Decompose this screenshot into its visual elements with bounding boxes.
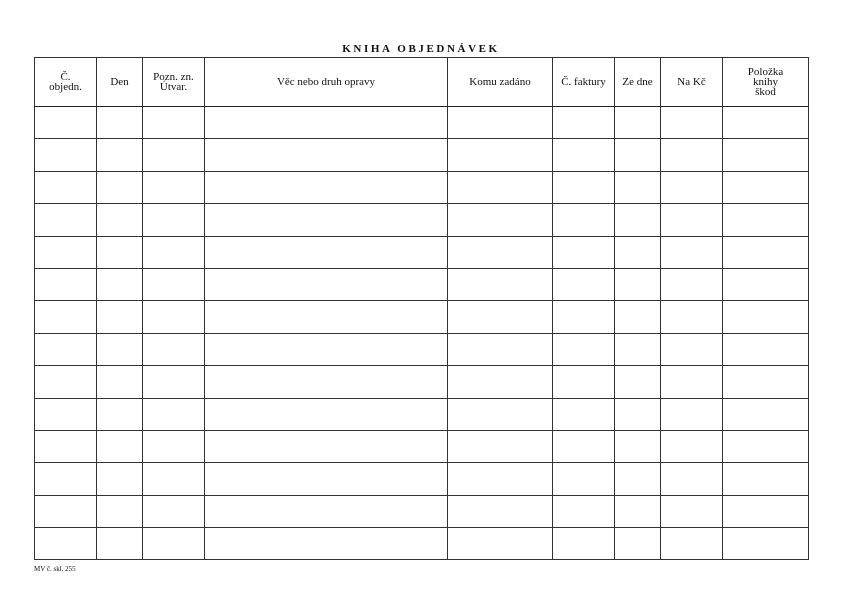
order-book-table	[34, 57, 809, 560]
table-cell[interactable]	[661, 430, 723, 462]
table-cell[interactable]	[553, 463, 615, 495]
table-cell[interactable]	[615, 495, 661, 527]
table-cell[interactable]	[553, 107, 615, 139]
table-cell[interactable]	[615, 333, 661, 365]
table-cell[interactable]	[143, 463, 205, 495]
table-cell[interactable]	[35, 301, 97, 333]
table-cell[interactable]	[661, 268, 723, 300]
table-cell[interactable]	[661, 528, 723, 560]
column-header-date: Ze dne	[615, 58, 661, 107]
table-cell[interactable]	[723, 107, 809, 139]
table-cell[interactable]	[661, 366, 723, 398]
table-cell[interactable]	[35, 171, 97, 203]
table-cell[interactable]	[35, 463, 97, 495]
table-cell[interactable]	[97, 139, 143, 171]
table-row	[35, 398, 809, 430]
table-cell[interactable]	[35, 236, 97, 268]
table-cell[interactable]	[448, 463, 553, 495]
table-cell[interactable]	[205, 301, 448, 333]
column-header-amount: Na Kč	[661, 58, 723, 107]
table-cell[interactable]	[615, 268, 661, 300]
table-cell[interactable]	[661, 107, 723, 139]
table-cell[interactable]	[615, 366, 661, 398]
table-cell[interactable]	[615, 107, 661, 139]
table-cell[interactable]	[97, 528, 143, 560]
table-cell[interactable]	[553, 430, 615, 462]
table-row	[35, 366, 809, 398]
table-cell[interactable]	[97, 204, 143, 236]
column-header-order-number: Č. objedn.	[35, 58, 97, 107]
table-cell[interactable]	[448, 236, 553, 268]
table-cell[interactable]	[661, 398, 723, 430]
table-cell[interactable]	[723, 528, 809, 560]
column-header-assigned-to: Komu zadáno	[448, 58, 553, 107]
table-cell[interactable]	[661, 333, 723, 365]
table-cell[interactable]	[143, 139, 205, 171]
table-row	[35, 204, 809, 236]
table-cell[interactable]	[205, 366, 448, 398]
table-cell[interactable]	[143, 366, 205, 398]
table-cell[interactable]	[448, 528, 553, 560]
table-row	[35, 171, 809, 203]
header-row	[35, 58, 809, 107]
table-cell[interactable]	[97, 107, 143, 139]
table-cell[interactable]	[615, 463, 661, 495]
table-cell[interactable]	[553, 366, 615, 398]
table-cell[interactable]	[143, 333, 205, 365]
table-cell[interactable]	[553, 495, 615, 527]
form-code: MV č. skl. 255	[34, 565, 76, 573]
table-cell[interactable]	[661, 463, 723, 495]
column-header-repair-type: Věc nebo druh opravy	[205, 58, 448, 107]
table-cell[interactable]	[205, 333, 448, 365]
table-cell[interactable]	[448, 171, 553, 203]
column-header-invoice-number: Č. faktury	[553, 58, 615, 107]
table-cell[interactable]	[97, 366, 143, 398]
table-cell[interactable]	[97, 333, 143, 365]
table-cell[interactable]	[723, 430, 809, 462]
table-row	[35, 268, 809, 300]
table-cell[interactable]	[723, 398, 809, 430]
table-cell[interactable]	[723, 139, 809, 171]
table-cell[interactable]	[448, 333, 553, 365]
table-cell[interactable]	[661, 236, 723, 268]
table-cell[interactable]	[553, 528, 615, 560]
table-cell[interactable]	[35, 495, 97, 527]
table-cell[interactable]	[97, 398, 143, 430]
table-cell[interactable]	[723, 236, 809, 268]
table-cell[interactable]	[448, 268, 553, 300]
table-cell[interactable]	[448, 204, 553, 236]
table-cell[interactable]	[143, 528, 205, 560]
table-row	[35, 139, 809, 171]
table-cell[interactable]	[448, 107, 553, 139]
table-cell[interactable]	[143, 430, 205, 462]
table-cell[interactable]	[661, 301, 723, 333]
table-cell[interactable]	[97, 301, 143, 333]
table-cell[interactable]	[35, 366, 97, 398]
table-cell[interactable]	[143, 495, 205, 527]
table-cell[interactable]	[615, 236, 661, 268]
table-cell[interactable]	[723, 463, 809, 495]
table-cell[interactable]	[615, 430, 661, 462]
table-cell[interactable]	[661, 204, 723, 236]
table-cell[interactable]	[205, 171, 448, 203]
table-cell[interactable]	[35, 398, 97, 430]
table-cell[interactable]	[661, 171, 723, 203]
table-cell[interactable]	[35, 139, 97, 171]
table-row	[35, 301, 809, 333]
table-cell[interactable]	[205, 204, 448, 236]
column-header-day: Den	[97, 58, 143, 107]
table-cell[interactable]	[205, 107, 448, 139]
table-cell[interactable]	[205, 236, 448, 268]
table-cell[interactable]	[615, 398, 661, 430]
table-cell[interactable]	[448, 139, 553, 171]
table-cell[interactable]	[143, 236, 205, 268]
table-cell[interactable]	[615, 171, 661, 203]
table-cell[interactable]	[723, 333, 809, 365]
table-cell[interactable]	[448, 430, 553, 462]
table-cell[interactable]	[205, 398, 448, 430]
table-cell[interactable]	[723, 204, 809, 236]
table-cell[interactable]	[143, 398, 205, 430]
table-cell[interactable]	[553, 139, 615, 171]
table-cell[interactable]	[553, 204, 615, 236]
table-row	[35, 463, 809, 495]
table-body	[35, 107, 809, 560]
table-row	[35, 528, 809, 560]
table-cell[interactable]	[97, 236, 143, 268]
table-cell[interactable]	[205, 528, 448, 560]
table-cell[interactable]	[553, 398, 615, 430]
table-cell[interactable]	[553, 236, 615, 268]
table-cell[interactable]	[35, 204, 97, 236]
table-cell[interactable]	[205, 139, 448, 171]
table-cell[interactable]	[723, 301, 809, 333]
table-cell[interactable]	[97, 430, 143, 462]
table-cell[interactable]	[448, 495, 553, 527]
table-cell[interactable]	[661, 139, 723, 171]
table-cell[interactable]	[143, 301, 205, 333]
table-cell[interactable]	[723, 171, 809, 203]
table-cell[interactable]	[661, 495, 723, 527]
table-cell[interactable]	[615, 301, 661, 333]
table-cell[interactable]	[97, 268, 143, 300]
table-cell[interactable]	[143, 204, 205, 236]
table-cell[interactable]	[553, 171, 615, 203]
column-header-reference-unit: Pozn. zn. Útvar.	[143, 58, 205, 107]
table-cell[interactable]	[448, 301, 553, 333]
column-header-damage-book-item: Položka knihy škod	[723, 58, 809, 107]
table-cell[interactable]	[448, 366, 553, 398]
table-cell[interactable]	[723, 366, 809, 398]
table-row	[35, 430, 809, 462]
table-cell[interactable]	[35, 268, 97, 300]
table-cell[interactable]	[615, 528, 661, 560]
table-cell[interactable]	[97, 171, 143, 203]
table-cell[interactable]	[143, 171, 205, 203]
table-cell[interactable]	[97, 495, 143, 527]
table-cell[interactable]	[205, 430, 448, 462]
table-cell[interactable]	[723, 495, 809, 527]
table-cell[interactable]	[35, 107, 97, 139]
table-row	[35, 236, 809, 268]
table-cell[interactable]	[615, 139, 661, 171]
table-cell[interactable]	[205, 268, 448, 300]
table-cell[interactable]	[553, 268, 615, 300]
table-cell[interactable]	[205, 463, 448, 495]
table-row	[35, 333, 809, 365]
table-cell[interactable]	[553, 333, 615, 365]
table-cell[interactable]	[205, 495, 448, 527]
table-cell[interactable]	[35, 430, 97, 462]
table-cell[interactable]	[143, 268, 205, 300]
table-cell[interactable]	[143, 107, 205, 139]
table-cell[interactable]	[553, 301, 615, 333]
table-cell[interactable]	[97, 463, 143, 495]
table-cell[interactable]	[615, 204, 661, 236]
table-cell[interactable]	[723, 268, 809, 300]
table-cell[interactable]	[35, 333, 97, 365]
table-cell[interactable]	[35, 528, 97, 560]
table-row	[35, 107, 809, 139]
table-row	[35, 495, 809, 527]
table-cell[interactable]	[448, 398, 553, 430]
form-title: KNIHA OBJEDNÁVEK	[342, 43, 500, 55]
